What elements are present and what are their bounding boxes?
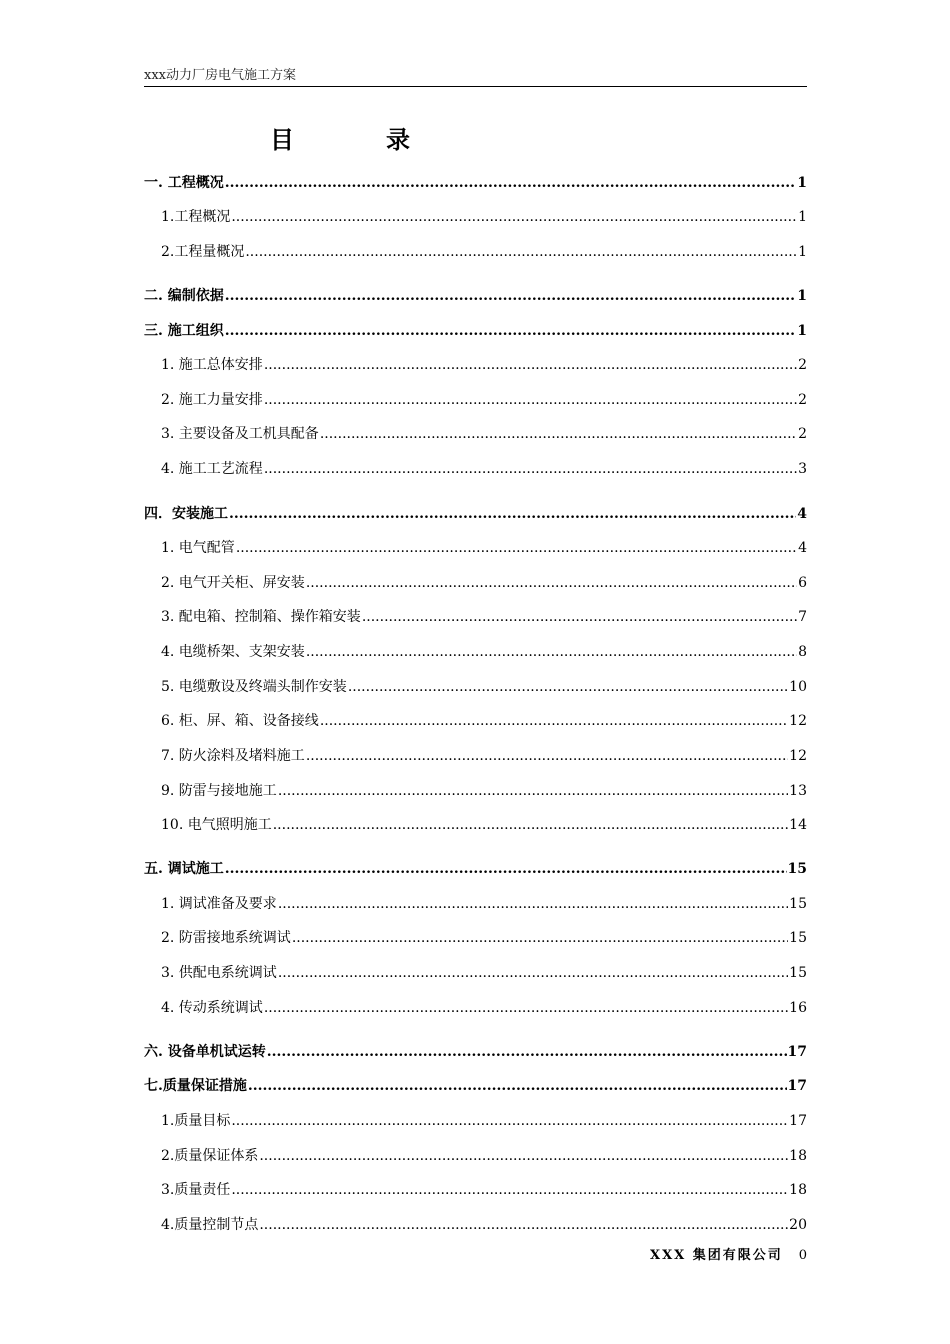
toc-entry-label: 6. 柜、屏、箱、设备接线 <box>161 713 319 729</box>
toc-entry-page: 2 <box>798 357 807 373</box>
toc-leader-dots <box>306 572 797 594</box>
toc-leader-dots <box>225 285 797 307</box>
toc-entry-page: 4 <box>798 540 807 556</box>
toc-entry-page: 2 <box>798 426 807 442</box>
toc-entry-label: 1. 施工总体安排 <box>161 357 263 373</box>
toc-entry-label: 3. 主要设备及工机具配备 <box>161 426 319 442</box>
toc-leader-dots <box>348 676 788 698</box>
toc-entry[interactable] <box>144 1075 807 1097</box>
toc-entry-label: 六. 设备单机试运转 <box>144 1044 266 1060</box>
toc-leader-dots <box>306 641 797 663</box>
toc-entry[interactable] <box>144 423 807 445</box>
toc-entry-label: 4. 电缆桥架、支架安装 <box>161 644 305 660</box>
footer-organization: XXX 集团有限公司 <box>650 1248 783 1263</box>
toc-entry-label: 4.质量控制节点 <box>161 1217 259 1233</box>
toc-entry[interactable] <box>144 458 807 480</box>
toc-entry-label: 2. 施工力量安排 <box>161 392 263 408</box>
toc-entry-label: 1.质量目标 <box>161 1113 231 1129</box>
toc-entry[interactable] <box>144 858 807 880</box>
toc-entry-page: 14 <box>789 817 807 833</box>
toc-entry-label: 一. 工程概况 <box>144 175 224 191</box>
toc-entry-page: 6 <box>798 575 807 591</box>
toc-entry-page: 12 <box>789 748 807 764</box>
toc-leader-dots <box>225 172 797 194</box>
toc-entry-page: 8 <box>798 644 807 660</box>
toc-entry-page: 17 <box>787 1078 807 1094</box>
toc-entry-label: 7. 防火涂料及堵料施工 <box>161 748 305 764</box>
toc-entry-label: 四．安装施工 <box>144 506 228 522</box>
toc-entry[interactable] <box>144 503 807 525</box>
toc-entry[interactable] <box>144 745 807 767</box>
toc-entry[interactable] <box>144 1145 807 1167</box>
toc-entry-label: 1.工程概况 <box>161 209 231 225</box>
toc-entry[interactable] <box>144 241 807 263</box>
toc-leader-dots <box>306 745 788 767</box>
toc-leader-dots <box>231 1110 788 1132</box>
toc-entry-page: 13 <box>789 783 807 799</box>
toc-entry[interactable] <box>144 172 807 194</box>
toc-entry-label: 3.质量责任 <box>161 1182 231 1198</box>
toc-entry-page: 1 <box>798 244 807 260</box>
toc-title-right: 录 <box>386 125 410 154</box>
toc-leader-dots <box>362 606 797 628</box>
toc-leader-dots <box>320 710 788 732</box>
toc-entry[interactable] <box>144 1179 807 1201</box>
toc-entry[interactable] <box>144 676 807 698</box>
footer-page-number: 0 <box>798 1248 807 1263</box>
toc-leader-dots <box>320 423 797 445</box>
toc-leader-dots <box>273 814 788 836</box>
toc-entry[interactable] <box>144 537 807 559</box>
toc-entry[interactable] <box>144 1041 807 1063</box>
toc-leader-dots <box>278 962 788 984</box>
toc-leader-dots <box>225 320 797 342</box>
toc-entry-page: 17 <box>789 1113 807 1129</box>
toc-leader-dots <box>292 927 788 949</box>
toc-leader-dots <box>264 458 797 480</box>
toc-entry-label: 9. 防雷与接地施工 <box>161 783 277 799</box>
toc-leader-dots <box>231 1179 788 1201</box>
toc-entry[interactable] <box>144 962 807 984</box>
toc-entry-label: 2.工程量概况 <box>161 244 245 260</box>
toc-entry-label: 10. 电气照明施工 <box>161 817 272 833</box>
toc-leader-dots <box>264 389 797 411</box>
toc-entry-label: 七.质量保证措施 <box>144 1078 247 1094</box>
toc-entry[interactable] <box>144 893 807 915</box>
toc-entry[interactable] <box>144 814 807 836</box>
page-header: xxx动力厂房电气施工方案 <box>144 66 807 87</box>
toc-entry-label: 3. 配电箱、控制箱、操作箱安装 <box>161 609 361 625</box>
toc-entry-label: 1. 电气配管 <box>161 540 235 556</box>
toc-leader-dots <box>278 893 788 915</box>
toc-leader-dots <box>278 780 788 802</box>
toc-entry-page: 15 <box>789 930 807 946</box>
toc-entry-label: 4. 传动系统调试 <box>161 1000 263 1016</box>
toc-leader-dots <box>264 354 797 376</box>
toc-entry[interactable] <box>144 641 807 663</box>
toc-leader-dots <box>259 1145 788 1167</box>
toc-entry-page: 3 <box>798 461 807 477</box>
toc-entry-label: 3. 供配电系统调试 <box>161 965 277 981</box>
toc-entry[interactable] <box>144 606 807 628</box>
toc-entry-label: 五. 调试施工 <box>144 861 224 877</box>
toc-entry[interactable] <box>144 780 807 802</box>
toc-entry-label: 2.质量保证体系 <box>161 1148 259 1164</box>
toc-leader-dots <box>267 1041 787 1063</box>
toc-entry-page: 1 <box>797 323 807 339</box>
toc-entry[interactable] <box>144 354 807 376</box>
toc-entry-label: 5. 电缆敷设及终端头制作安装 <box>161 679 347 695</box>
toc-entry-page: 18 <box>789 1148 807 1164</box>
toc-title <box>270 120 410 155</box>
toc-entry-page: 1 <box>797 288 807 304</box>
toc-entry[interactable] <box>144 206 807 228</box>
toc-entry[interactable] <box>144 927 807 949</box>
toc-entry-label: 2. 防雷接地系统调试 <box>161 930 291 946</box>
toc-entry-page: 12 <box>789 713 807 729</box>
toc-entry[interactable] <box>144 1110 807 1132</box>
toc-entry[interactable] <box>144 389 807 411</box>
toc-entry-page: 7 <box>798 609 807 625</box>
toc-entry-page: 2 <box>798 392 807 408</box>
toc-entry[interactable] <box>144 710 807 732</box>
toc-entry-page: 15 <box>787 861 807 877</box>
toc-entry-page: 17 <box>787 1044 807 1060</box>
toc-leader-dots <box>236 537 797 559</box>
toc-leader-dots <box>259 1214 788 1236</box>
toc-entry-label: 4. 施工工艺流程 <box>161 461 263 477</box>
toc-entry-label: 1. 调试准备及要求 <box>161 896 277 912</box>
toc-leader-dots <box>231 206 797 228</box>
toc-entry[interactable] <box>144 320 807 342</box>
toc-entry-page: 16 <box>789 1000 807 1016</box>
toc-leader-dots <box>264 997 788 1019</box>
toc-entry-label: 2. 电气开关柜、屏安装 <box>161 575 305 591</box>
toc-leader-dots <box>245 241 797 263</box>
toc-entry-label: 三. 施工组织 <box>144 323 224 339</box>
toc-leader-dots <box>229 503 796 525</box>
toc-entry-page: 20 <box>789 1217 807 1233</box>
toc-entry[interactable] <box>144 285 807 307</box>
toc-title-left: 目 <box>270 125 294 154</box>
toc-entry-page: 15 <box>789 896 807 912</box>
toc-entry-page: 1 <box>797 175 807 191</box>
toc-leader-dots <box>225 858 787 880</box>
toc-entry-page: 4 <box>797 506 807 522</box>
toc-entry-page: 15 <box>789 965 807 981</box>
page-footer <box>650 1246 807 1266</box>
toc-entry[interactable] <box>144 572 807 594</box>
toc-entry-page: 18 <box>789 1182 807 1198</box>
toc-entry[interactable] <box>144 997 807 1019</box>
toc-entry-label: 二. 编制依据 <box>144 288 224 304</box>
toc-leader-dots <box>248 1075 787 1097</box>
toc-entry-page: 1 <box>798 209 807 225</box>
toc-entry[interactable] <box>144 1214 807 1236</box>
toc-entry-page: 10 <box>789 679 807 695</box>
